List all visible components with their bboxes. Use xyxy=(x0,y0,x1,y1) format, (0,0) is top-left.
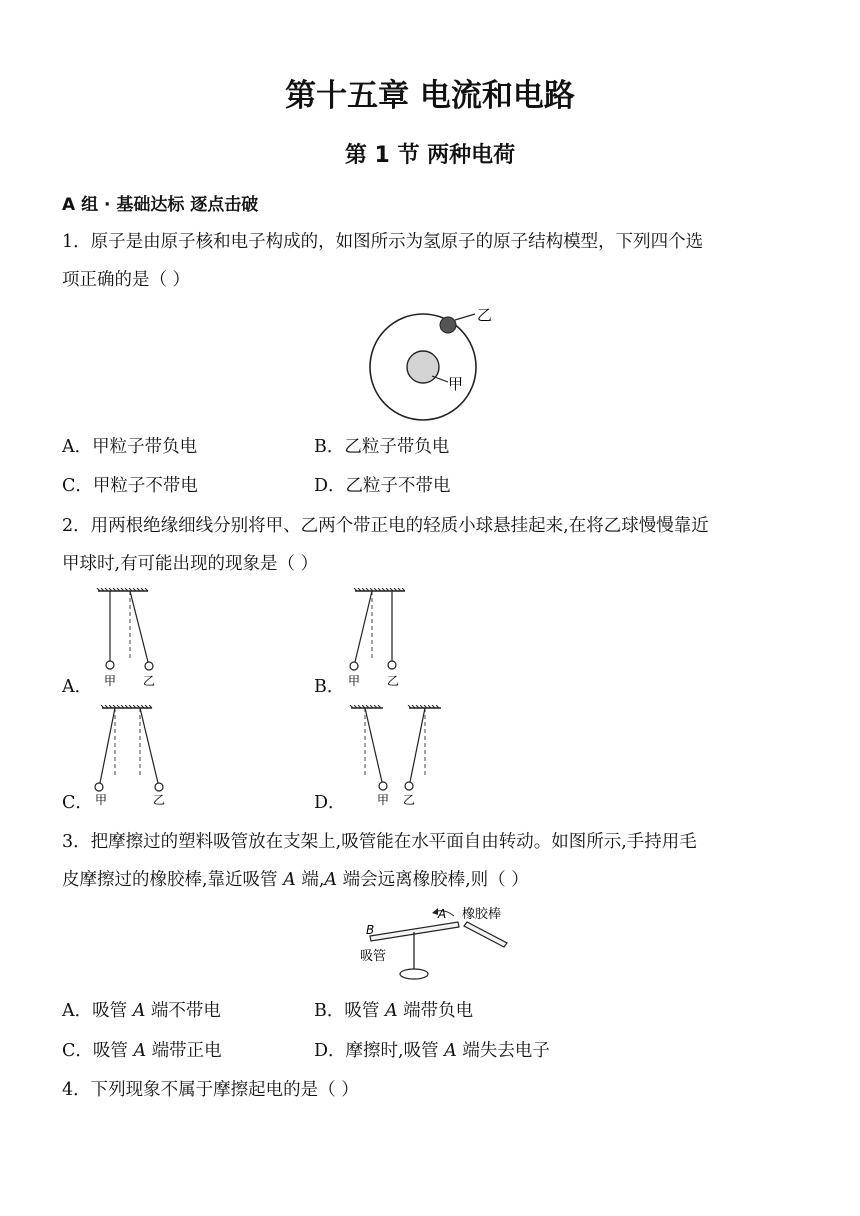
q1-text-line2: 项正确的是（ ） xyxy=(62,270,191,290)
q3-option-c: C．吸管 A 端带正电 xyxy=(62,1041,222,1061)
straw-figure xyxy=(350,898,520,990)
nucleus xyxy=(407,351,439,383)
q2-option-d-label: D． xyxy=(314,793,346,813)
svg-text:甲: 甲 xyxy=(104,674,117,688)
q2-option-a-label: A． xyxy=(62,677,93,697)
electron-label: 乙 xyxy=(477,306,493,324)
q3-text-line2: 皮摩擦过的橡胶棒,靠近吸管 A 端,A 端会远离橡胶棒,则（ ） xyxy=(62,870,529,890)
group-heading: A 组 · 基础达标 逐点击破 xyxy=(62,195,259,215)
chapter-title: 第十五章 电流和电路 xyxy=(285,78,575,114)
stand-base xyxy=(400,969,428,979)
svg-text:乙: 乙 xyxy=(153,793,166,807)
straw-label: 吸管 xyxy=(360,949,387,964)
q3-option-b: B．吸管 A 端带负电 xyxy=(314,1001,474,1021)
section-title: 第 1 节 两种电荷 xyxy=(344,143,516,168)
svg-text:甲: 甲 xyxy=(377,793,390,807)
electron xyxy=(440,317,456,333)
q3-text-line1: 3．把摩擦过的塑料吸管放在支架上,吸管能在水平面自由转动。如图所示,手持用毛 xyxy=(62,832,697,852)
svg-text:A: A xyxy=(438,907,447,921)
svg-text:B: B xyxy=(366,923,375,937)
rod-label: 橡胶棒 xyxy=(462,907,502,922)
q1-option-d: D．乙粒子不带电 xyxy=(314,476,451,496)
svg-text:乙: 乙 xyxy=(387,674,400,688)
nucleus-label: 甲 xyxy=(448,375,464,393)
q3-option-a: A．吸管 A 端不带电 xyxy=(62,1001,221,1021)
q3-option-d: D．摩擦时,吸管 A 端失去电子 xyxy=(314,1041,550,1061)
q1-option-c: C．甲粒子不带电 xyxy=(62,476,198,496)
svg-text:甲: 甲 xyxy=(348,674,361,688)
q2-option-c-figure xyxy=(90,705,180,807)
q2-option-c-label: C． xyxy=(62,793,93,813)
q2-option-a-figure xyxy=(95,588,170,690)
q1-option-a: A．甲粒子带负电 xyxy=(62,437,198,457)
q2-text-line1: 2．用两根绝缘细线分别将甲、乙两个带正电的轻质小球悬挂起来,在将乙球慢慢靠近 xyxy=(62,516,709,536)
q4-text-line1: 4．下列现象不属于摩擦起电的是（ ） xyxy=(62,1080,359,1100)
svg-text:甲: 甲 xyxy=(95,793,108,807)
hydrogen-atom-figure xyxy=(360,300,510,422)
rubber-rod xyxy=(464,922,507,947)
q2-option-b-figure xyxy=(345,588,420,690)
svg-text:乙: 乙 xyxy=(143,674,156,688)
q1-text-line1: 1．原子是由原子核和电子构成的，如图所示为氢原子的原子结构模型，下列四个选 xyxy=(62,232,704,252)
q2-option-b-label: B． xyxy=(314,677,345,697)
svg-text:乙: 乙 xyxy=(403,793,416,807)
q1-option-b: B．乙粒子带负电 xyxy=(314,437,450,457)
q2-option-d-figure xyxy=(345,705,450,807)
q2-text-line2: 甲球时,有可能出现的现象是（ ） xyxy=(62,554,319,574)
